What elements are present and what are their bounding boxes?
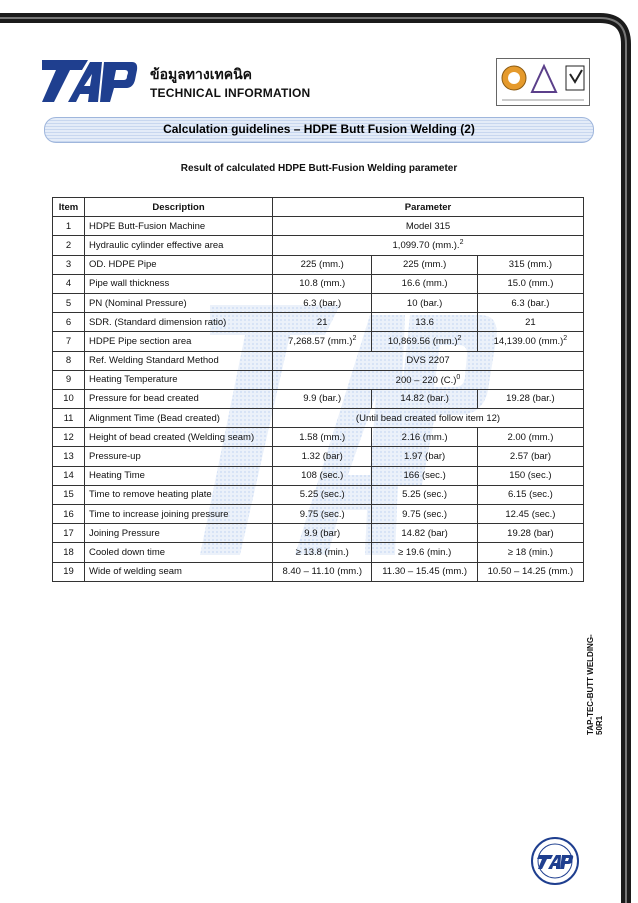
item-number-cell-text: 19 <box>63 566 74 578</box>
table-row <box>53 447 584 466</box>
item-number-cell-text: 12 <box>63 431 74 443</box>
footer-tap-seal-icon <box>530 836 580 886</box>
item-number-cell-text: 8 <box>65 355 72 367</box>
parameter-value-cell <box>477 562 583 581</box>
table-row <box>53 274 584 293</box>
parameter-value-cell <box>273 332 372 351</box>
parameter-value-cell <box>372 562 477 581</box>
item-number-cell <box>53 524 85 543</box>
parameter-value-cell-text: 15.0 (mm.) <box>507 278 554 290</box>
table-row <box>53 505 584 524</box>
item-number-cell-text: 3 <box>65 259 72 271</box>
parameter-value-cell-text: 13.6 <box>415 316 434 328</box>
description-cell-text: SDR. (Standard dimension ratio) <box>89 316 227 328</box>
parameter-value-cell <box>372 332 477 351</box>
item-number-cell-text: 7 <box>65 335 72 347</box>
item-number-cell-text: 1 <box>65 220 72 232</box>
parameter-value-cell <box>273 255 372 274</box>
header-description: Description <box>85 198 273 217</box>
parameter-value-cell <box>477 466 583 485</box>
description-cell <box>85 370 273 389</box>
parameter-value-cell <box>372 485 477 504</box>
parameter-value-cell <box>273 428 372 447</box>
parameter-value-cell-text: 166 (sec.) <box>403 470 446 482</box>
table-row <box>53 293 584 312</box>
superscript: 2 <box>459 239 464 247</box>
description-cell-text: Heating Time <box>89 470 145 482</box>
description-cell <box>85 293 273 312</box>
parameter-value-cell-text: 9.9 (bar.) <box>303 393 342 405</box>
description-cell <box>85 409 273 428</box>
description-cell-text: Cooled down time <box>89 546 166 558</box>
description-cell <box>85 485 273 504</box>
parameter-value-cell <box>273 389 372 408</box>
parameter-value-cell-text: 8.40 – 11.10 (mm.) <box>282 566 362 578</box>
description-cell-text: OD. HDPE Pipe <box>89 259 157 271</box>
parameter-value-cell-text: 7,268.57 (mm.) <box>288 336 353 348</box>
description-cell <box>85 428 273 447</box>
parameter-value-cell <box>273 524 372 543</box>
parameter-cell <box>273 370 584 389</box>
parameter-value-cell <box>372 293 477 312</box>
table-row <box>53 332 584 351</box>
parameter-value-cell <box>477 505 583 524</box>
parameter-value-cell-text: 10.50 – 14.25 (mm.) <box>487 566 574 578</box>
item-number-cell <box>53 543 85 562</box>
parameter-value-cell-text: 9.75 (sec.) <box>299 508 345 520</box>
item-number-cell <box>53 351 85 370</box>
parameter-cell-text: Model 315 <box>405 220 451 232</box>
item-number-cell <box>53 217 85 236</box>
parameter-value-cell <box>273 293 372 312</box>
parameter-value-cell-text: 21 <box>316 316 328 328</box>
item-number-cell-text: 14 <box>63 470 74 482</box>
item-number-cell-text: 18 <box>63 546 74 558</box>
table-row <box>53 351 584 370</box>
description-cell <box>85 543 273 562</box>
parameter-value-cell-text: 1.32 (bar) <box>301 451 343 463</box>
item-number-cell <box>53 274 85 293</box>
parameter-cell-text: DVS 2207 <box>406 355 450 367</box>
document-code: TAP-TEC-BUTT WELDING-50R1 <box>586 634 604 735</box>
table-row <box>53 543 584 562</box>
description-cell-text: HDPE Pipe section area <box>89 335 192 347</box>
parameter-value-cell-text: 6.3 (bar.) <box>511 297 550 309</box>
parameter-value-cell <box>273 274 372 293</box>
parameter-value-cell <box>273 485 372 504</box>
parameter-value-cell <box>372 524 477 543</box>
description-cell-text: PN (Nominal Pressure) <box>89 297 187 309</box>
item-number-cell <box>53 485 85 504</box>
parameter-cell <box>273 217 584 236</box>
parameter-cell <box>273 236 584 255</box>
item-number-cell-text: 9 <box>65 374 72 386</box>
table-row <box>53 313 584 332</box>
parameter-value-cell-text: 2.00 (mm.) <box>507 431 554 443</box>
table-subtitle: Result of calculated HDPE Butt-Fusion Welding parameter <box>180 163 458 174</box>
parameter-value-cell <box>372 543 477 562</box>
item-number-cell-text: 13 <box>63 451 74 463</box>
table-row <box>53 217 584 236</box>
item-number-cell <box>53 505 85 524</box>
parameter-value-cell-text: 6.15 (sec.) <box>507 489 553 501</box>
parameter-value-cell <box>273 562 372 581</box>
table-row <box>53 389 584 408</box>
table-row <box>53 562 584 581</box>
parameter-value-cell-text: 11.30 – 15.45 (mm.) <box>382 566 468 578</box>
item-number-cell <box>53 389 85 408</box>
item-number-cell <box>53 466 85 485</box>
description-cell <box>85 255 273 274</box>
item-number-cell-text: 11 <box>63 412 74 424</box>
item-number-cell <box>53 409 85 428</box>
parameter-value-cell-text: 2.57 (bar) <box>509 451 551 463</box>
item-number-cell-text: 15 <box>63 489 74 501</box>
parameter-value-cell-text: 1.97 (bar) <box>404 451 446 463</box>
header-english-title: TECHNICAL INFORMATION <box>150 86 311 100</box>
table-row <box>53 236 584 255</box>
parameter-value-cell <box>477 255 583 274</box>
welding-parameter-table <box>52 197 584 582</box>
description-cell <box>85 505 273 524</box>
description-cell <box>85 236 273 255</box>
parameter-value-cell-text: 21 <box>525 316 536 328</box>
parameter-value-cell <box>273 447 372 466</box>
parameter-value-cell <box>477 485 583 504</box>
parameter-value-cell <box>477 293 583 312</box>
table-row <box>53 485 584 504</box>
description-cell-text: HDPE Butt-Fusion Machine <box>89 220 206 232</box>
description-cell-text: Ref. Welding Standard Method <box>89 355 219 367</box>
parameter-value-cell-text: 150 (sec.) <box>509 470 552 482</box>
section-banner <box>44 117 594 143</box>
header-item: Item <box>53 198 85 217</box>
parameter-value-cell-text: 1.58 (mm.) <box>299 431 346 443</box>
header-thai-title: ข้อมูลทางเทคนิค <box>150 66 253 82</box>
tap-logo <box>42 58 138 104</box>
header-parameter: Parameter <box>273 198 584 217</box>
parameter-value-cell-text: 225 (mm.) <box>402 259 447 271</box>
description-cell <box>85 332 273 351</box>
parameter-value-cell <box>372 389 477 408</box>
description-cell <box>85 313 273 332</box>
table-row <box>53 370 584 389</box>
parameter-value-cell-text: 16.6 (mm.) <box>401 278 448 290</box>
parameter-value-cell <box>477 332 583 351</box>
item-number-cell-text: 10 <box>63 393 74 405</box>
parameter-value-cell-text: 9.75 (sec.) <box>402 508 448 520</box>
item-number-cell <box>53 562 85 581</box>
parameter-value-cell-text: 10,869.56 (mm.) <box>387 336 458 348</box>
item-number-cell <box>53 236 85 255</box>
item-number-cell-text: 5 <box>65 297 72 309</box>
parameter-value-cell <box>372 313 477 332</box>
description-cell <box>85 524 273 543</box>
parameter-value-cell <box>372 466 477 485</box>
description-cell-text: Pipe wall thickness <box>89 278 170 290</box>
parameter-value-cell <box>477 524 583 543</box>
item-number-cell <box>53 428 85 447</box>
parameter-value-cell <box>273 505 372 524</box>
parameter-cell-text: (Until bead created follow item 12) <box>355 412 501 424</box>
description-cell <box>85 274 273 293</box>
parameter-value-cell-text: 19.28 (bar) <box>507 527 554 539</box>
parameter-value-cell-text: 5.25 (sec.) <box>299 489 345 501</box>
table-row <box>53 255 584 274</box>
item-number-cell <box>53 447 85 466</box>
parameter-value-cell <box>477 389 583 408</box>
description-cell-text: Pressure-up <box>89 451 141 463</box>
parameter-value-cell <box>477 313 583 332</box>
parameter-value-cell <box>372 255 477 274</box>
superscript: 2 <box>352 335 357 343</box>
description-cell <box>85 447 273 466</box>
parameter-value-cell-text: 108 (sec.) <box>301 470 344 482</box>
parameter-value-cell-text: 6.3 (bar.) <box>303 297 342 309</box>
parameter-value-cell <box>372 274 477 293</box>
parameter-value-cell-text: 14,139.00 (mm.) <box>493 336 564 348</box>
parameter-value-cell <box>273 466 372 485</box>
description-cell-text: Height of bead created (Welding seam) <box>89 431 255 443</box>
parameter-value-cell <box>477 447 583 466</box>
description-cell <box>85 351 273 370</box>
item-number-cell-text: 6 <box>65 316 72 328</box>
superscript: 2 <box>457 335 462 343</box>
item-number-cell <box>53 332 85 351</box>
parameter-value-cell-text: 5.25 (sec.) <box>402 489 448 501</box>
parameter-value-cell-text: 9.9 (bar) <box>304 527 341 539</box>
parameter-value-cell <box>372 428 477 447</box>
parameter-value-cell-text: 19.28 (bar.) <box>506 393 555 405</box>
item-number-cell-text: 16 <box>63 508 74 520</box>
parameter-value-cell-text: 14.82 (bar.) <box>400 393 449 405</box>
parameter-value-cell-text: ≥ 19.6 (min.) <box>397 546 452 558</box>
item-number-cell-text: 4 <box>65 278 72 290</box>
table-row <box>53 409 584 428</box>
item-number-cell <box>53 370 85 389</box>
item-number-cell <box>53 255 85 274</box>
parameter-value-cell-text: 12.45 (sec.) <box>505 508 556 520</box>
parameter-value-cell-text: 10.8 (mm.) <box>299 278 346 290</box>
item-number-cell <box>53 293 85 312</box>
table-row <box>53 524 584 543</box>
description-cell-text: Joining Pressure <box>89 527 160 539</box>
superscript: 0 <box>456 373 461 381</box>
parameter-cell-text: 200 – 220 (C.) <box>395 374 457 386</box>
description-cell-text: Heating Temperature <box>89 374 178 386</box>
banner-title: Calculation guidelines – HDPE Butt Fusion Welding (2) <box>163 122 475 136</box>
parameter-cell-text: 1,099.70 (mm.). <box>392 240 460 252</box>
parameter-value-cell <box>477 274 583 293</box>
description-cell <box>85 466 273 485</box>
table-row <box>53 466 584 485</box>
parameter-value-cell-text: 315 (mm.) <box>508 259 553 271</box>
parameter-value-cell <box>477 428 583 447</box>
parameter-value-cell <box>372 505 477 524</box>
parameter-value-cell <box>477 543 583 562</box>
description-cell <box>85 217 273 236</box>
parameter-value-cell-text: 2.16 (mm.) <box>401 431 448 443</box>
description-cell-text: Wide of welding seam <box>89 566 182 578</box>
description-cell-text: Time to remove heating plate <box>89 489 212 501</box>
parameter-cell <box>273 351 584 370</box>
table-row <box>53 428 584 447</box>
parameter-value-cell <box>273 543 372 562</box>
parameter-value-cell <box>372 447 477 466</box>
parameter-value-cell-text: 14.82 (bar) <box>401 527 448 539</box>
description-cell <box>85 389 273 408</box>
parameter-value-cell-text: 225 (mm.) <box>300 259 344 271</box>
certification-logos <box>496 58 590 106</box>
parameter-value-cell <box>273 313 372 332</box>
item-number-cell <box>53 313 85 332</box>
description-cell-text: Pressure for bead created <box>89 393 199 405</box>
description-cell-text: Hydraulic cylinder effective area <box>89 239 224 251</box>
item-number-cell-text: 17 <box>63 527 74 539</box>
superscript: 2 <box>563 335 568 343</box>
description-cell-text: Time to increase joining pressure <box>89 508 229 520</box>
parameter-value-cell-text: 10 (bar.) <box>406 297 443 309</box>
parameter-value-cell-text: ≥ 18 (min.) <box>507 546 554 558</box>
parameter-value-cell-text: ≥ 13.8 (min.) <box>295 546 349 558</box>
description-cell-text: Alignment Time (Bead created) <box>89 412 220 424</box>
description-cell <box>85 562 273 581</box>
item-number-cell-text: 2 <box>65 239 72 251</box>
table-header-row <box>53 198 584 217</box>
parameter-cell <box>273 409 584 428</box>
